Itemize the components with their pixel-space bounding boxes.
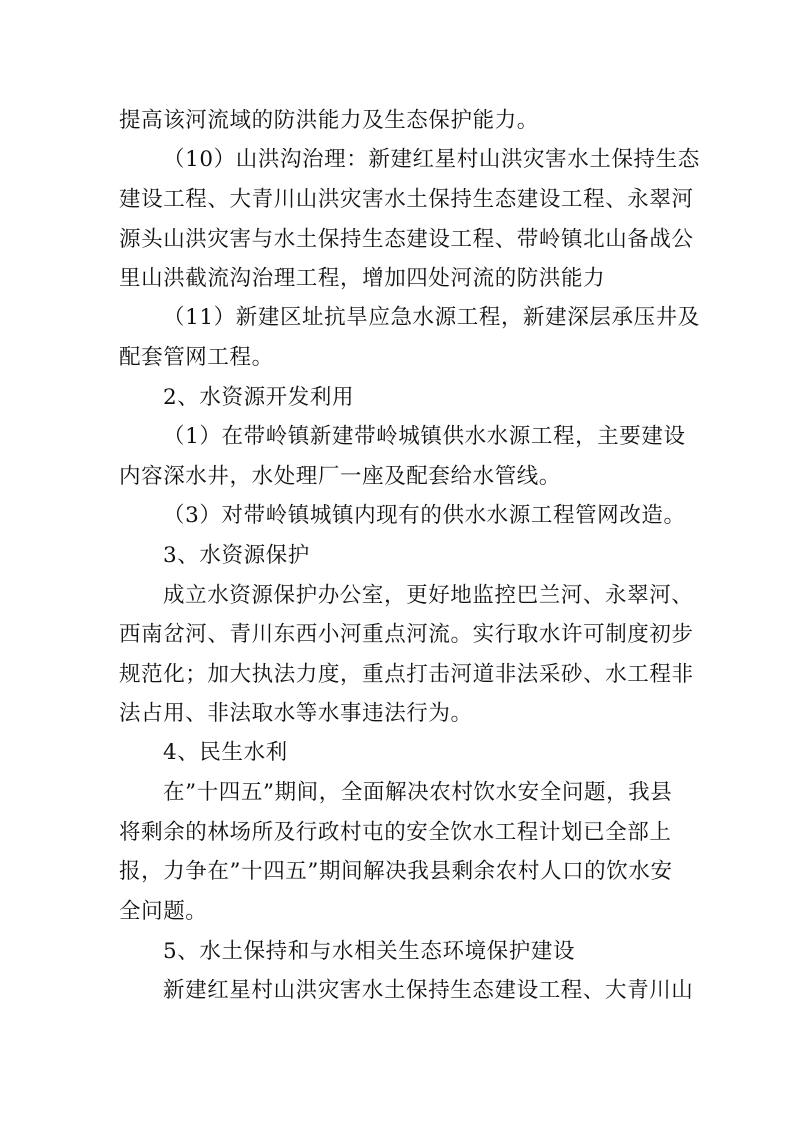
text-line: 建设工程、大青川山洪灾害水土保持生态建设工程、永翠河 [119, 187, 694, 212]
section-heading: 3、水资源保护 [163, 543, 310, 568]
text-line: 全问题。 [119, 899, 208, 924]
text-line: 新建红星村山洪灾害水土保持生态建设工程、大青川山 [163, 978, 694, 1003]
text-line: 在”十四五”期间，全面解决农村饮水安全问题，我县 [163, 780, 673, 805]
text-line: 西南岔河、青川东西小河重点河流。实行取水许可制度初步 [119, 622, 694, 647]
text-line: 法占用、非法取水等水事违法行为。 [119, 701, 473, 726]
text-line: 将剩余的林场所及行政村屯的安全饮水工程计划已全部上 [119, 820, 672, 845]
section-heading: 4、民生水利 [163, 740, 288, 765]
text-line: 源头山洪灾害与水土保持生态建设工程、带岭镇北山备战公 [119, 227, 694, 252]
section-heading: 2、水资源开发利用 [163, 385, 355, 410]
text-line: （3）对带岭镇城镇内现有的供水水源工程管网改造。 [163, 503, 686, 528]
text-line: （11）新建区址抗旱应急水源工程，新建深层承压井及 [163, 305, 700, 330]
text-line: 成立水资源保护办公室，更好地监控巴兰河、永翠河、 [163, 583, 694, 608]
text-line: （10）山洪沟治理：新建红星村山洪灾害水土保持生态 [163, 147, 700, 172]
text-line: 报，力争在”十四五”期间解决我县剩余农村人口的饮水安 [119, 859, 673, 884]
text-line: 配套管网工程。 [119, 345, 274, 370]
text-line: 里山洪截流沟治理工程，增加四处河流的防洪能力 [119, 266, 606, 291]
text-line: 提高该河流域的防洪能力及生态保护能力。 [119, 108, 539, 133]
text-line: 内容深水井，水处理厂一座及配套给水管线。 [119, 464, 562, 489]
section-heading: 5、水土保持和与水相关生态环境保护建设 [163, 939, 576, 964]
text-line: （1）在带岭镇新建带岭城镇供水水源工程，主要建设 [163, 424, 686, 449]
text-line: 规范化；加大执法力度，重点打击河道非法采砂、水工程非 [119, 662, 694, 687]
